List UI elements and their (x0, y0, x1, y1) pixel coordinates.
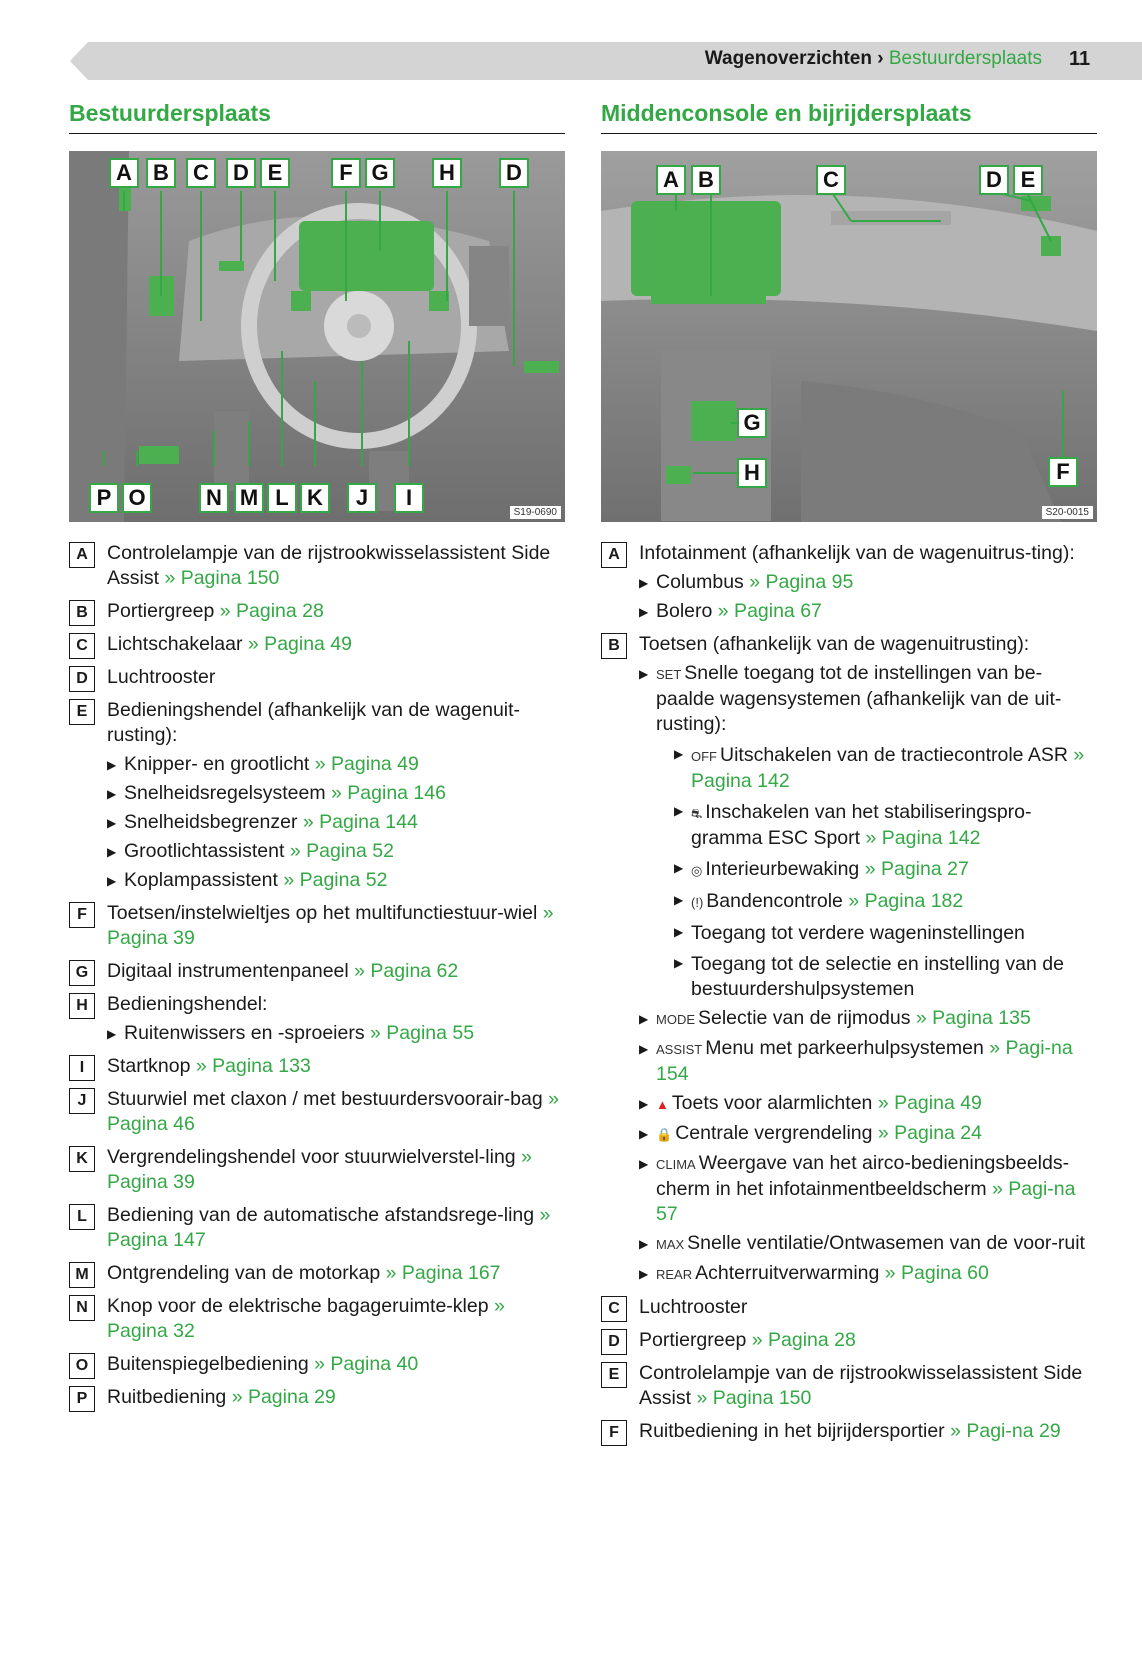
list-item (69, 959, 565, 984)
list-item (601, 1361, 1097, 1411)
item-key: C (601, 1296, 627, 1322)
figure-label: J (347, 483, 377, 513)
page-link[interactable]: » Pagina 29 (231, 1386, 336, 1408)
sub-item-text: Ruitenwissers en -sproeiers (124, 1022, 365, 1044)
page-link[interactable]: » Pagina 52 (289, 840, 394, 862)
item-text: Ruitbediening in het bijrijdersportier (639, 1420, 945, 1442)
item-key: B (601, 633, 627, 659)
sub-item-text: Bandencontrole (706, 890, 843, 912)
item-text: Toetsen/instelwieltjes op het multifunctiestuur-wiel (107, 902, 538, 924)
sub-sub-item (656, 800, 1097, 851)
list-item (601, 1295, 1097, 1320)
figure-label: H (432, 158, 462, 188)
page-link[interactable]: » Pagina 67 (717, 600, 822, 622)
page-link[interactable]: » Pagina 49 (877, 1092, 982, 1114)
figure-driver-cockpit (69, 151, 565, 522)
list-item (69, 1385, 565, 1410)
item-key: F (69, 902, 95, 928)
section-title-driver: Bestuurdersplaats (69, 100, 565, 134)
sub-item-text: Columbus (656, 571, 744, 593)
sub-item (639, 1261, 1097, 1287)
figure-label: A (109, 158, 139, 188)
list-item (69, 665, 565, 690)
sub-item-text: Snelheidsregelsysteem (124, 782, 326, 804)
page-link[interactable]: » Pagina 49 (247, 633, 353, 655)
sub-item-text: Koplampassistent (124, 869, 278, 891)
page-link[interactable]: » Pagi-na 57 (656, 1178, 1076, 1225)
sub-item (107, 1021, 565, 1046)
sub-sub-item (656, 952, 1097, 1002)
item-key: E (69, 699, 95, 725)
sub-item (639, 570, 1097, 595)
item-key: J (69, 1088, 95, 1114)
sub-item-text: Grootlichtassistent (124, 840, 285, 862)
item-text: Luchtrooster (639, 1296, 748, 1318)
defrost-max-icon: MAX (656, 1237, 685, 1252)
item-text: Bedieningshendel: (107, 993, 268, 1015)
page-link[interactable]: » Pagina 40 (314, 1353, 419, 1375)
item-text: Knop voor de elektrische bagageruimte-klep (107, 1295, 489, 1317)
figure-label: O (122, 483, 152, 513)
item-key: N (69, 1295, 95, 1321)
sub-item (107, 781, 565, 806)
item-key: B (69, 600, 95, 626)
list-item (69, 901, 565, 951)
right-column (601, 100, 1097, 1452)
figure-label: A (656, 165, 686, 195)
item-text: Bediening van de automatische afstandsrege-ling (107, 1204, 535, 1226)
sub-item-text: Snelle toegang tot de instellingen van be-paalde wagensystemen (afhankelijk van de uit-rusting): (656, 662, 1062, 735)
list-item (69, 1054, 565, 1079)
item-text: Stuurwiel met claxon / met bestuurdersvoorair-bag (107, 1088, 543, 1110)
page-link[interactable]: » Pagina 144 (302, 811, 418, 833)
central-locking-icon: 🔒 (656, 1127, 673, 1142)
figure-label: D (979, 165, 1009, 195)
list-item (69, 1294, 565, 1344)
figure-label: G (365, 158, 395, 188)
figure-label: G (737, 408, 767, 438)
item-text: Portiergreep (107, 600, 215, 622)
traction-off-icon: OFF (691, 749, 717, 764)
item-text: Lichtschakelaar (107, 633, 243, 655)
item-key: C (69, 633, 95, 659)
list-item (69, 632, 565, 657)
sub-item (639, 1091, 1097, 1117)
list-item (69, 1087, 565, 1137)
list-item (601, 541, 1097, 624)
figure-label: K (300, 483, 330, 513)
figure-label: M (234, 483, 264, 513)
cockpit-illustration (69, 151, 565, 522)
item-key: M (69, 1262, 95, 1288)
item-key: L (69, 1204, 95, 1230)
console-illustration (601, 151, 1097, 522)
figure-label: I (394, 483, 424, 513)
sub-sub-item (656, 857, 1097, 883)
figure-label: N (199, 483, 229, 513)
page-link[interactable]: » Pagina 95 (749, 571, 854, 593)
page-link[interactable]: » Pagina 39 (107, 902, 554, 949)
item-key: G (69, 960, 95, 986)
page-link[interactable]: » Pagina 150 (164, 567, 280, 589)
item-text: Infotainment (afhankelijk van de wagenuitrus-ting): (639, 542, 1075, 564)
sub-item-text: Toets voor alarmlichten (671, 1092, 873, 1114)
item-text: Portiergreep (639, 1329, 747, 1351)
item-key: D (69, 666, 95, 692)
figure-label: F (331, 158, 361, 188)
page-link[interactable]: » Pagina 27 (864, 858, 969, 880)
item-text: Startknop (107, 1055, 191, 1077)
legend-list-driver (69, 541, 565, 1410)
list-item (601, 1328, 1097, 1353)
item-key: D (601, 1329, 627, 1355)
page-link[interactable]: » Pagina 135 (915, 1007, 1031, 1029)
item-text: Buitenspiegelbediening (107, 1353, 309, 1375)
figure-label: C (816, 165, 846, 195)
tire-pressure-icon: (!) (691, 895, 704, 910)
sub-item (107, 810, 565, 835)
sub-item-text: Uitschakelen van de tractiecontrole ASR (720, 744, 1068, 766)
sub-item-text: Bolero (656, 600, 713, 622)
figure-label: B (691, 165, 721, 195)
breadcrumb-separator: › (871, 48, 889, 69)
sub-item (639, 1006, 1097, 1032)
figure-label: F (1048, 457, 1078, 487)
item-text: Bedieningshendel (afhankelijk van de wagenuit-rusting): (107, 699, 521, 746)
item-text: Ruitbediening (107, 1386, 227, 1408)
figure-label: D (226, 158, 256, 188)
page-link[interactable]: » Pagina 147 (107, 1204, 551, 1251)
drive-mode-icon: MODE (656, 1012, 695, 1027)
sub-sub-item (656, 921, 1097, 946)
page-link[interactable]: » Pagina 52 (283, 869, 388, 891)
list-item (69, 698, 565, 893)
item-text: Controlelampje van de rijstrookwisselassistent Side Assist (639, 1362, 1083, 1409)
list-item (69, 1352, 565, 1377)
page-link[interactable]: » Pagina 182 (848, 890, 964, 912)
list-item (601, 632, 1097, 1287)
sub-item-text: Achterruitverwarming (695, 1262, 880, 1284)
sub-item-text: Weergave van het airco-bedieningsbeelds-cherm in het infotainmentbeeldscherm (656, 1152, 1070, 1200)
item-key: K (69, 1146, 95, 1172)
page-link[interactable]: » Pagina 167 (385, 1262, 501, 1284)
page-link[interactable]: » Pagina 28 (219, 600, 324, 622)
figure-code: S19-0690 (510, 506, 561, 519)
item-key: I (69, 1055, 95, 1081)
figure-center-console (601, 151, 1097, 522)
sub-item (107, 839, 565, 864)
page-link[interactable]: » Pagi-na 29 (950, 1420, 1061, 1442)
rear-defrost-icon: REAR (656, 1267, 693, 1282)
figure-label: B (146, 158, 176, 188)
page-link[interactable]: » Pagina 46 (107, 1088, 559, 1135)
list-item (601, 1419, 1097, 1444)
interior-monitoring-icon: ◎ (691, 863, 703, 878)
item-key: E (601, 1362, 627, 1388)
breadcrumb-chapter: Wagenoverzichten (704, 48, 872, 69)
sub-item (639, 1036, 1097, 1087)
sub-item (107, 868, 565, 893)
item-text: Controlelampje van de rijstrookwisselassistent Side Assist (107, 542, 551, 589)
page-link[interactable]: » Pagina 60 (884, 1262, 989, 1284)
figure-label: P (89, 483, 119, 513)
sub-item-text: Snelheidsbegrenzer (124, 811, 298, 833)
breadcrumb (705, 48, 1042, 70)
sub-item (639, 1121, 1097, 1147)
item-key: A (601, 542, 627, 568)
page-link[interactable]: » Pagina 39 (107, 1146, 532, 1193)
page-link[interactable]: » Pagina 62 (354, 960, 459, 982)
left-column (69, 100, 565, 1418)
esc-sport-icon: ⛐ (691, 806, 703, 821)
page-link[interactable]: » Pagina 55 (370, 1022, 475, 1044)
sub-item-text: Toegang tot verdere wageninstellingen (691, 922, 1025, 944)
list-item (69, 1203, 565, 1253)
sub-item-text: Knipper- en grootlicht (124, 753, 310, 775)
page-link[interactable]: » Pagina 28 (751, 1329, 856, 1351)
sub-item-text: Centrale vergrendeling (675, 1122, 873, 1144)
item-key: P (69, 1386, 95, 1412)
page-link[interactable]: » Pagina 150 (696, 1387, 812, 1409)
sub-sub-item (656, 889, 1097, 915)
figure-label: D (499, 158, 529, 188)
section-title-console: Middenconsole en bijrijdersplaats (601, 100, 1097, 134)
legend-list-console (601, 541, 1097, 1444)
clima-icon: CLIMA (656, 1157, 696, 1172)
page-link[interactable]: » Pagina 49 (314, 753, 419, 775)
figure-label: H (737, 458, 767, 488)
sub-item (639, 599, 1097, 624)
list-item (69, 541, 565, 591)
car-set-icon: SET (656, 667, 682, 682)
sub-item (639, 1231, 1097, 1257)
item-key: A (69, 542, 95, 568)
sub-sub-item (656, 743, 1097, 794)
page-link[interactable]: » Pagina 146 (331, 782, 446, 804)
sub-item-text: Selectie van de rijmodus (698, 1007, 911, 1029)
figure-label: E (1013, 165, 1043, 195)
page-link[interactable]: » Pagina 24 (877, 1122, 982, 1144)
list-item (69, 1261, 565, 1286)
page-number: 11 (1069, 48, 1091, 70)
sub-item-text: Menu met parkeerhulpsystemen (705, 1037, 984, 1059)
sub-item-text: Interieurbewaking (705, 858, 860, 880)
item-text: Ontgrendeling van de motorkap (107, 1262, 381, 1284)
figure-label: C (186, 158, 216, 188)
parking-assist-icon: ASSIST (656, 1042, 703, 1057)
item-text: Vergrendelingshendel voor stuurwielverstel-ling (107, 1146, 516, 1168)
figure-label: L (267, 483, 297, 513)
page-link[interactable]: » Pagina 32 (107, 1295, 505, 1342)
list-item (69, 1145, 565, 1195)
sub-item-text: Snelle ventilatie/Ontwasemen van de voor-ruit (687, 1232, 1085, 1254)
item-text: Luchtrooster (107, 666, 216, 688)
item-key: H (69, 993, 95, 1019)
sub-item (639, 661, 1097, 1002)
page-link[interactable]: » Pagina 133 (195, 1055, 311, 1077)
hazard-warning-icon: ▲ (656, 1097, 669, 1112)
sub-item (639, 1151, 1097, 1227)
item-text: Digitaal instrumentenpaneel (107, 960, 349, 982)
sub-item-text: Toegang tot de selectie en instelling van de bestuurdershulpsystemen (691, 953, 1064, 1000)
list-item (69, 992, 565, 1046)
sub-item-text: Inschakelen van het stabiliseringspro-gramma ESC Sport (691, 801, 1032, 849)
page-link[interactable]: » Pagi-na 154 (656, 1037, 1073, 1085)
sub-item (107, 752, 565, 777)
list-item (69, 599, 565, 624)
figure-label: E (260, 158, 290, 188)
page-link[interactable]: » Pagina 142 (691, 744, 1085, 792)
item-text: Toetsen (afhankelijk van de wagenuitrusting): (639, 633, 1030, 655)
page-link[interactable]: » Pagina 142 (865, 827, 981, 849)
breadcrumb-section: Bestuurdersplaats (888, 48, 1042, 69)
figure-code: S20-0015 (1042, 506, 1093, 519)
item-key: O (69, 1353, 95, 1379)
item-key: F (601, 1420, 627, 1446)
